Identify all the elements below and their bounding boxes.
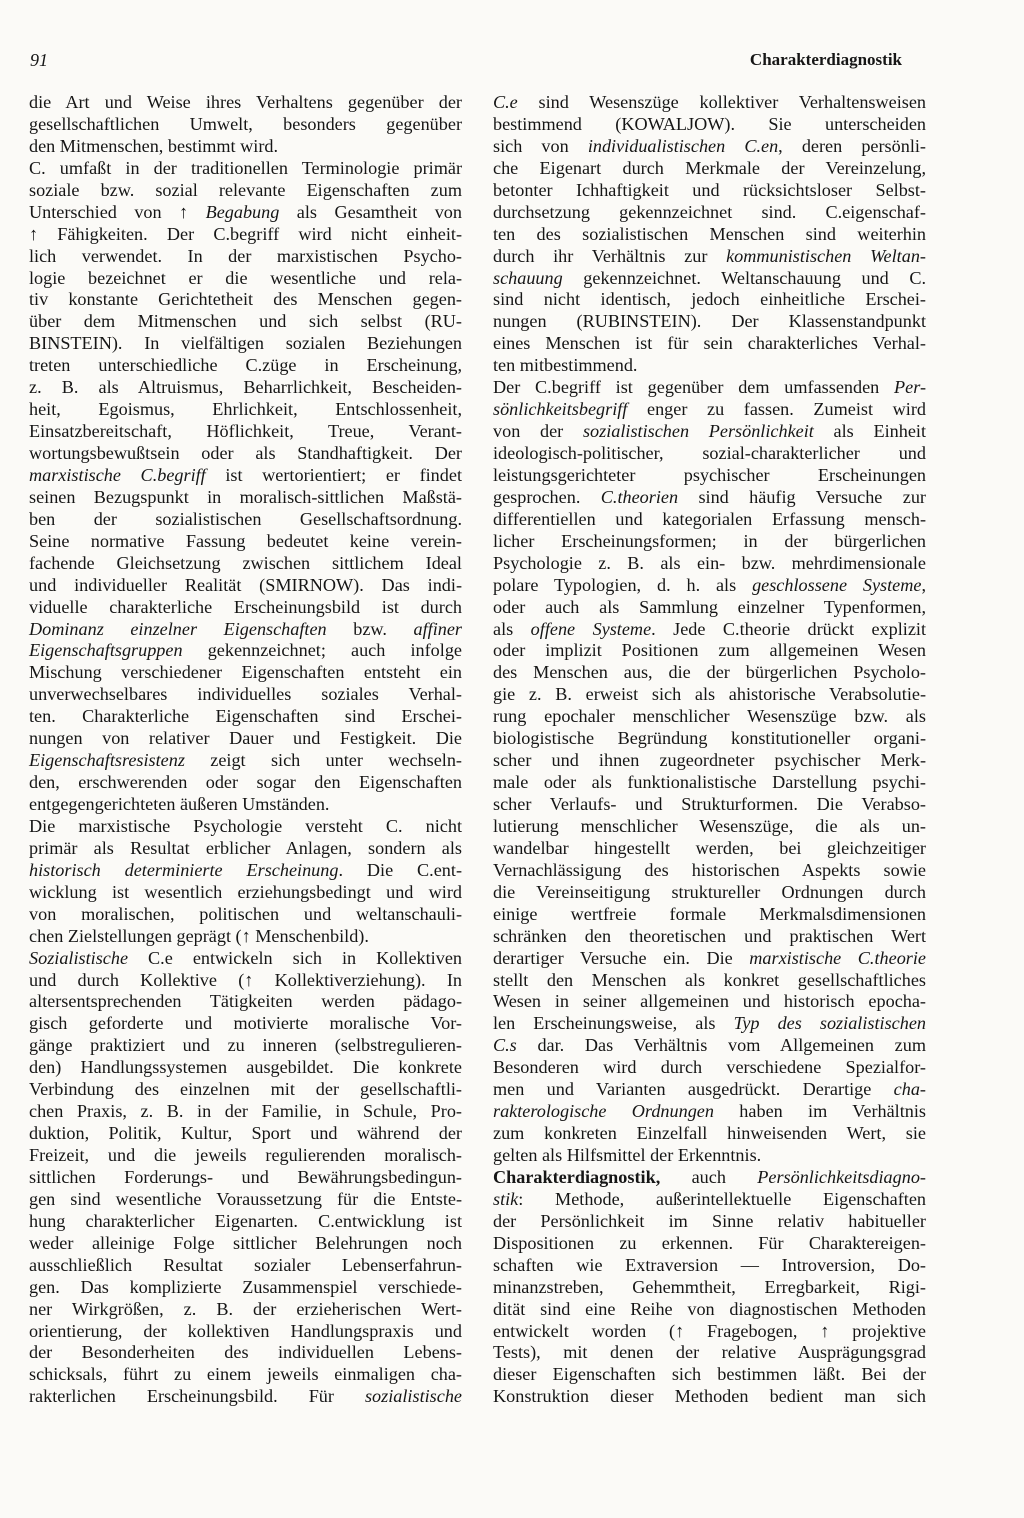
- text-line: wicklung ist wesentlich erziehungsbedingt und wird: [29, 881, 462, 902]
- text-line: schauung gekennzeichnet. Weltanschauung und C.: [493, 267, 926, 288]
- text-line: minanzstreben, Gehemmtheit, Erregbarkeit, Rigi-: [493, 1276, 926, 1297]
- text-line: gie z. B. erweist sich als ahistorische Verabsolutie-: [493, 684, 926, 705]
- text-line: von der sozialistischen Persönlichkeit als Einheit: [493, 421, 926, 442]
- text-line: Eigenschaftsgruppen gekennzeichnet; auch infolge: [29, 640, 462, 661]
- text-line: C. umfaßt in der traditionellen Terminologie primär: [29, 157, 462, 178]
- text-line: hung charakterlicher Eigenarten. C.entwicklung ist: [29, 1210, 462, 1231]
- text-line: Mischung verschiedener Eigenschaften entsteht ein: [29, 662, 462, 683]
- text-line: Charakterdiagnostik, auch Persönlichkeitsdiagno-: [493, 1166, 926, 1187]
- text-line: Tests), mit denen der relative Ausprägungsgrad: [493, 1342, 926, 1363]
- left-text-column: [29, 92, 462, 1408]
- text-line: Dispositionen zu erkennen. Für Charaktereigen-: [493, 1232, 926, 1253]
- text-line: Wesen in seiner allgemeinen und historisch epocha-: [493, 991, 926, 1012]
- text-line: oder auch als Sammlung einzelner Typenformen,: [493, 596, 926, 617]
- text-line: dieser Eigenschaften sich bestimmen läßt. Bei der: [493, 1364, 926, 1385]
- text-line: schaften wie Extraversion — Introversion, Do-: [493, 1254, 926, 1275]
- text-line: der Besonderheiten des individuellen Lebens-: [29, 1342, 462, 1363]
- text-line: gen sind wesentliche Voraussetzung für die Entste-: [29, 1188, 462, 1209]
- text-line: treten unterschiedliche C.züge in Erscheinung,: [29, 355, 462, 376]
- text-line: duktion, Politik, Kultur, Sport und während der: [29, 1123, 462, 1144]
- text-line: Psychologie z. B. als ein- bzw. mehrdimensionale: [493, 552, 926, 573]
- text-line: Die marxistische Psychologie versteht C. nicht: [29, 815, 462, 836]
- text-line: von moralischen, politischen und weltanschauli-: [29, 903, 462, 924]
- text-line: len Erscheinungsweise, als Typ des sozialistischen: [493, 1013, 926, 1034]
- page-number: 91: [30, 50, 48, 70]
- text-line: Besonderen wird durch verschiedene Spezialfor-: [493, 1057, 926, 1078]
- text-line: ten. Charakterliche Eigenschaften sind Erschei-: [29, 706, 462, 727]
- text-line: zum konkreten Einzelfall hinweisenden Wert, sie: [493, 1123, 926, 1144]
- text-line: chen Zielstellungen geprägt (↑ Menschenbild).: [29, 925, 369, 946]
- text-line: und durch Kollektive (↑ Kollektiverziehung). In: [29, 969, 462, 990]
- text-line: chen Praxis, z. B. in der Familie, in Schule, Pro-: [29, 1101, 462, 1122]
- text-line: polare Typologien, d. h. als geschlossene Systeme,: [493, 574, 927, 595]
- text-line: sind nicht identisch, jedoch einheitliche Erschei-: [493, 289, 926, 310]
- text-line: leistungsgerichteter psychischer Erscheinungen: [493, 464, 926, 485]
- text-line: marxistische C.begriff ist wertorientiert; er findet: [29, 464, 462, 485]
- text-line: primär als Resultat erblicher Anlagen, sondern als: [29, 837, 462, 858]
- text-line: sittlichen Forderungs- und Bewährungsbedingun-: [29, 1166, 462, 1187]
- running-head: Charakterdiagnostik: [749, 50, 902, 69]
- text-line: ten des sozialistischen Menschen sind weiterhin: [493, 223, 926, 244]
- text-line: heit, Egoismus, Ehrlichkeit, Entschlossenheit,: [29, 399, 462, 420]
- text-line: stellt den Menschen als konkret gesellschaftliches: [493, 969, 926, 990]
- text-line: schränken den theoretischen und praktischen Wert: [493, 925, 926, 946]
- text-line: ausschließlich Resultat sozialer Lebenserfahrun-: [29, 1254, 462, 1275]
- text-line: biologistische Begründung konstitutioneller organi-: [493, 728, 926, 749]
- text-line: Eigenschaftsresistenz zeigt sich unter wechseln-: [29, 750, 462, 771]
- text-line: gen. Das komplizierte Zusammenspiel verschiede-: [29, 1276, 462, 1297]
- text-line: die Art und Weise ihres Verhaltens gegenüber der: [29, 92, 462, 112]
- text-line: ten mitbestimmend.: [493, 355, 638, 376]
- text-line: ↑ Fähigkeiten. Der C.begriff wird nicht einheit-: [29, 223, 462, 244]
- text-line: ner Wirkgrößen, z. B. der erzieherischen Wert-: [29, 1298, 462, 1319]
- text-line: sich von individualistischen C.en, deren persönli-: [493, 135, 926, 156]
- text-line: rakterologische Ordnungen haben im Verhältnis: [493, 1101, 926, 1122]
- text-line: rung epochaler menschlicher Wesenszüge bzw. als: [493, 706, 926, 727]
- text-line: bestimmend (KOWALJOW). Sie unterscheiden: [493, 113, 926, 134]
- text-line: rakterlichen Erscheinungsbild. Für sozialistische: [29, 1386, 462, 1407]
- text-line: male oder als funktionalistische Darstellung psychi-: [493, 772, 926, 793]
- text-line: C.s dar. Das Verhältnis vom Allgemeinen zum: [493, 1035, 926, 1056]
- text-line: unverwechselbares individuelles soziales Verhal-: [29, 684, 462, 705]
- text-line: der Persönlichkeit im Sinne relativ habitueller: [493, 1210, 926, 1231]
- text-line: über dem Mitmenschen und sich selbst (RU-: [29, 311, 462, 332]
- text-line: betonter Ichhaftigkeit und rücksichtsloser Selbst-: [493, 179, 926, 200]
- text-line: gänge praktiziert und zu inneren (selbstregulieren-: [29, 1035, 462, 1056]
- text-line: gesellschaftlichen Umwelt, besonders gegenüber: [29, 113, 462, 134]
- text-line: entwickelt worden (↑ Fragebogen, ↑ projektive: [493, 1320, 926, 1341]
- text-line: weder alleinige Folge sittlicher Belehrungen noch: [29, 1232, 462, 1253]
- text-line: dität sind eine Reihe von diagnostischen Methoden: [493, 1298, 926, 1319]
- text-line: z. B. als Altruismus, Beharrlichkeit, Bescheiden-: [29, 377, 462, 398]
- text-line: schicksals, führt zu einem jeweils einmaligen cha-: [29, 1364, 462, 1385]
- text-line: logie bezeichnet er die wesentliche und rela-: [29, 267, 462, 288]
- text-line: soziale bzw. sozial relevante Eigenschaften zum: [29, 179, 462, 200]
- text-line: entgegengerichteten äußeren Umständen.: [29, 794, 330, 814]
- text-line: Einsatzbereitschaft, Höflichkeit, Treue, Verant-: [29, 421, 462, 442]
- text-line: Sozialistische C.e entwickeln sich in Kollektiven: [29, 947, 462, 968]
- text-line: BINSTEIN). In vielfältigen sozialen Beziehungen: [29, 333, 462, 354]
- text-line: stik: Methode, außerintellektuelle Eigenschaften: [493, 1188, 926, 1209]
- text-line: Freizeit, und die jeweils regulierenden moralisch-: [29, 1145, 462, 1165]
- text-line: sönlichkeitsbegriff enger zu fassen. Zumeist wird: [493, 399, 926, 420]
- text-line: lutierung menschlicher Wesenszüge, die als un-: [493, 815, 926, 836]
- text-line: durch ihr Verhältnis zur kommunistischen Weltan-: [493, 245, 926, 266]
- right-text-column: [493, 92, 926, 1408]
- text-line: Seine normative Fassung bedeutet keine verein-: [29, 530, 462, 551]
- text-line: licher Erscheinungsformen; in der bürgerlichen: [493, 530, 926, 551]
- text-line: viduelle charakterliche Erscheinungsbild ist durch: [29, 596, 462, 617]
- text-line: den, erschwerenden oder sogar den Eigenschaften: [29, 772, 462, 793]
- text-line: wandelbar hingestellt werden, bei gleichzeitiger: [493, 837, 926, 858]
- text-line: als offene Systeme. Jede C.theorie drückt explizit: [493, 618, 926, 639]
- text-line: des Menschen aus, die der bürgerlichen Psycholo-: [493, 662, 926, 683]
- text-line: men und Varianten ausgedrückt. Derartige cha-: [493, 1079, 926, 1100]
- text-line: gelten als Hilfsmittel der Erkenntnis.: [493, 1145, 762, 1165]
- text-line: Dominanz einzelner Eigenschaften bzw. affiner: [29, 618, 462, 639]
- text-line: Vernachlässigung des historischen Aspekts sowie: [493, 859, 926, 880]
- text-line: wortungsbewußtsein oder als Standhaftigkeit. Der: [29, 443, 462, 463]
- text-line: nungen von relativer Dauer und Festigkeit. Die: [29, 728, 462, 749]
- text-line: ben der sozialistischen Gesellschaftsordnung.: [29, 508, 462, 529]
- text-line: lich verwendet. In der marxistischen Psycho-: [29, 245, 462, 266]
- text-line: historisch determinierte Erscheinung. Die C.ent-: [29, 859, 462, 880]
- text-line: Konstruktion dieser Methoden bedient man sich: [493, 1386, 926, 1407]
- text-line: gesprochen. C.theorien sind häufig Versuche zur: [493, 486, 926, 507]
- text-line: tiv konstante Gerichtetheit des Menschen gegen-: [29, 289, 462, 310]
- text-line: und individueller Realität (SMIRNOW). Das indi-: [29, 574, 462, 595]
- text-line: Verbindung des einzelnen mit der gesellschaftli-: [29, 1079, 462, 1100]
- text-line: ideologisch-politischer, sozial-charakterlicher und: [493, 443, 926, 463]
- text-line: durchsetzung gekennzeichnet sind. C.eigenschaf-: [493, 201, 926, 222]
- text-line: C.e sind Wesenszüge kollektiver Verhaltensweisen: [493, 92, 926, 112]
- text-line: nungen (RUBINSTEIN). Der Klassenstandpunkt: [493, 311, 926, 332]
- text-line: che Eigenart durch Merkmale der Vereinzelung,: [493, 157, 926, 178]
- text-line: orientierung, der kollektiven Handlungspraxis und: [29, 1320, 462, 1341]
- text-line: den) Handlungssystemen ausgebildet. Die konkrete: [29, 1057, 462, 1078]
- text-line: scher Verlaufs- und Strukturformen. Die Verabso-: [493, 794, 926, 814]
- text-line: Unterschied von ↑ Begabung als Gesamtheit von: [29, 201, 462, 222]
- text-line: gisch geforderte und motivierte moralische Vor-: [29, 1013, 462, 1034]
- text-line: altersentsprechenden Tätigkeiten werden pädago-: [29, 991, 462, 1012]
- text-line: Der C.begriff ist gegenüber dem umfassenden Per-: [493, 377, 926, 398]
- text-line: seinen Bezugspunkt in moralisch-sittlichen Maßstä-: [29, 486, 462, 507]
- text-line: eines Menschen ist für sein charakterliches Verhal-: [493, 333, 926, 354]
- text-line: fachende Gleichsetzung zwischen sittlichem Ideal: [29, 552, 462, 573]
- text-line: oder implizit Positionen zum allgemeinen Wesen: [493, 640, 926, 661]
- text-line: einige wertfreie formale Merkmalsdimensionen: [493, 903, 926, 924]
- text-line: den Mitmenschen, bestimmt wird.: [29, 135, 279, 156]
- text-line: differentiellen und kategorialen Erfassung mensch-: [493, 508, 926, 529]
- text-line: scher und ihnen zugeordneter psychischer Merk-: [493, 750, 926, 771]
- text-line: derartiger Versuche ein. Die marxistische C.theorie: [493, 947, 926, 968]
- text-line: die Vereinseitigung struktureller Ordnungen durch: [493, 881, 926, 902]
